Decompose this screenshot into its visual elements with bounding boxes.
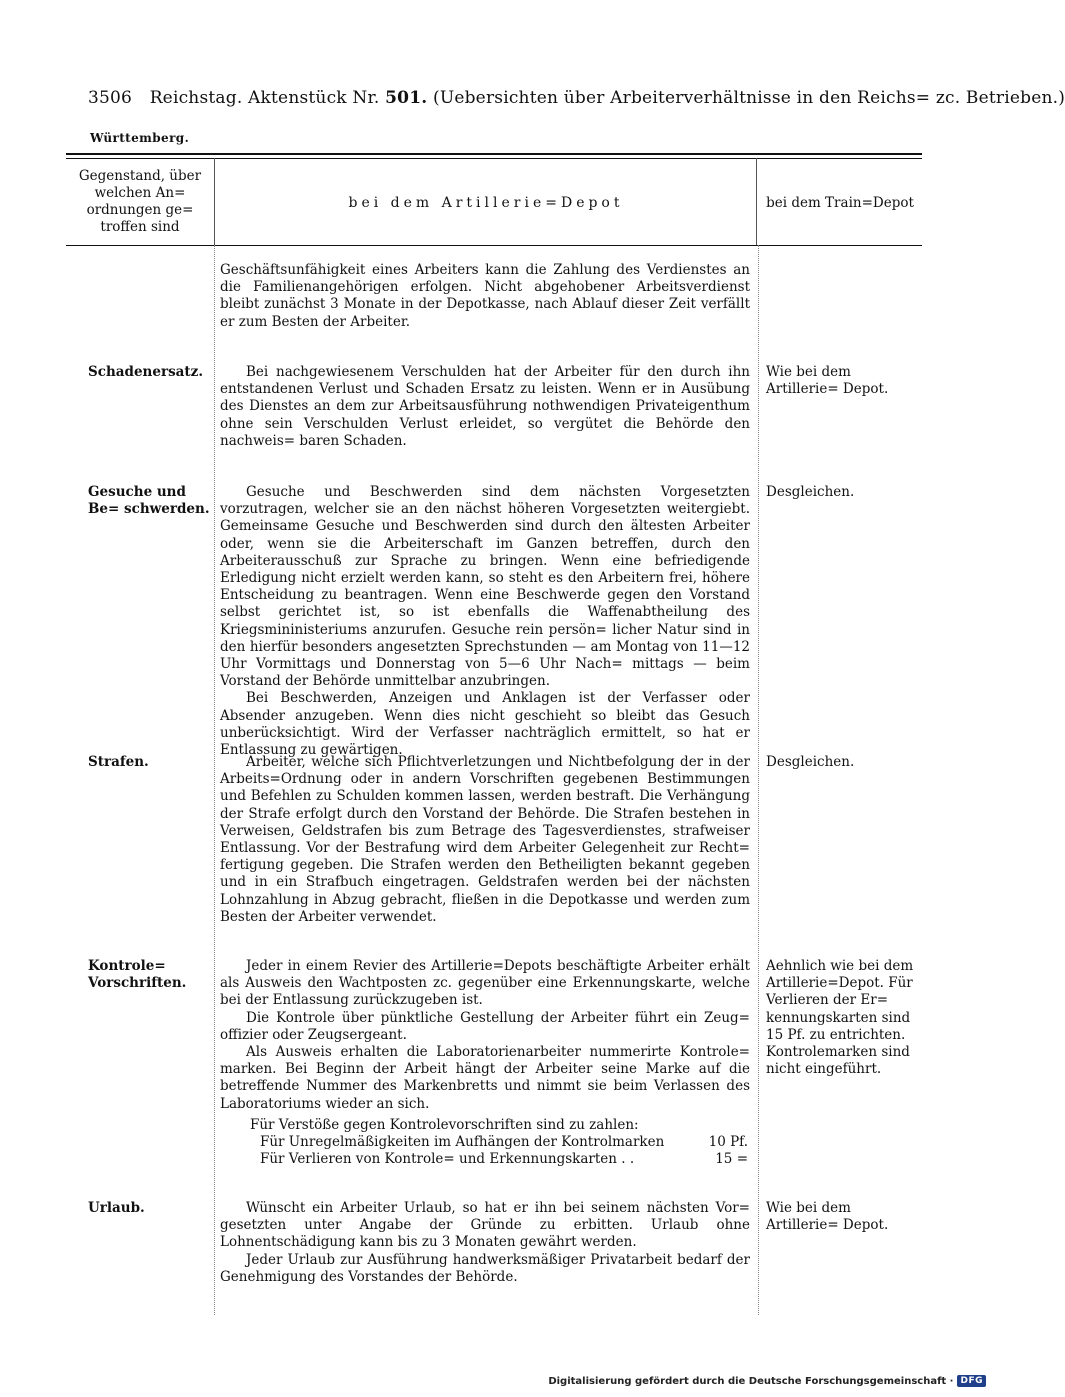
paragraph: Die Kontrole über pünktliche Gestellung der Arbeiter führt ein Zeug= offizier oder Zeugsergeant. — [220, 1009, 750, 1043]
row-main-text — [220, 262, 750, 331]
row-train-depot-text: Aehnlich wie bei dem Artillerie=Depot. Für Verlieren der Er= kennungskarten sind 15 Pf. zu entrichten. Kontrolemarken sind nicht eingeführt. — [766, 958, 914, 1078]
row-main-text — [220, 1200, 750, 1286]
column-divider-dotted — [758, 245, 759, 1315]
fine-label: Für Unregelmäßigkeiten im Aufhängen der Kontrolmarken — [260, 1134, 665, 1151]
row-main-text — [220, 484, 750, 759]
paragraph: Gesuche und Beschwerden sind dem nächsten Vorgesetzten vorzutragen, welcher sie an den nächst höheren Vorgesetzten weitergiebt. Gemeinsame Gesuche und Beschwerden sind durch den ältesten Arbeiter oder, wenn sie die Arbeiterschaft im Ganzen betreffen, durch den Arbeiterausschuß zur Sprache zu bringen. Wenn eine befriedigende Erledigung nicht erzielt werden kann, so steht es den Arbeitern frei, höhere Entscheidung zu beantragen. Wenn eine Beschwerde gegen den Vorstand selbst gerichtet ist, so ist ebenfalls die Waffenabtheilung des Kriegsmininisteriums anzurufen. Gesuche rein persön= licher Natur sind in den hierfür besonders angesetzten Sprechstunden — am Montag von 11—12 Uhr Vormittags und Donnerstag von 5—6 Uhr Nach= mittags — beim Vorstand der Behörde unmittelbar anzubringen. — [220, 484, 750, 690]
row-subject: Kontrole= Vorschriften. — [88, 958, 187, 991]
row-train-depot-text: Desgleichen. — [766, 484, 855, 500]
fine-amount: 15 = — [715, 1151, 748, 1168]
fines-lead: Für Verstöße gegen Kontrolevorschriften sind zu zahlen: — [250, 1116, 639, 1133]
document-number: 501. — [385, 88, 428, 108]
row-subject: Urlaub. — [88, 1200, 145, 1216]
page-number: 3506 — [88, 88, 133, 108]
column-divider-dotted — [214, 245, 215, 1315]
fine-item — [260, 1151, 750, 1168]
publication-name: Reichstag. — [149, 88, 243, 108]
row-train-depot-text: Wie bei dem Artillerie= Depot. — [766, 364, 889, 398]
digitization-credit — [548, 1375, 986, 1387]
column-header-subject: Gegenstand, über welchen An= ordnungen ge= troffen sind — [78, 168, 202, 235]
column-divider — [214, 158, 215, 245]
row-main-text — [220, 364, 750, 450]
document-subtitle: (Uebersichten über Arbeiterverhältnisse in den Reichs= zc. Betrieben.) — [432, 88, 1065, 108]
dfg-logo: DFG — [957, 1375, 986, 1387]
column-divider — [756, 158, 757, 245]
table-top-rule — [66, 153, 922, 155]
paragraph: Geschäftsunfähigkeit eines Arbeiters kann die Zahlung des Verdienstes an die Familienangehörigen erfolgen. Nicht abgehobener Arbeitsverdienst bleibt zunächst 3 Monate in der Depotkasse, nach Ablauf dieser Zeit verfällt er zum Besten der Arbeiter. — [220, 262, 750, 330]
paragraph: Bei Beschwerden, Anzeigen und Anklagen ist der Verfasser oder Absender anzugeben. Wenn dies nicht geschieht so bleibt das Gesuch unberücksichtigt. Wird der Verfasser nachträglich ermittelt, so hat er Entlassung zu gewärtigen. — [220, 690, 750, 759]
fines-list — [220, 1117, 750, 1169]
paragraph: Jeder in einem Revier des Artillerie=Depots beschäftigte Arbeiter erhält als Ausweis den Wachtposten zc. gegenüber eine Erkennungskarte, welche bei der Entlassung zurückzugeben ist. — [220, 958, 750, 1009]
fine-amount: 10 Pf. — [708, 1134, 748, 1151]
row-train-depot-text: Desgleichen. — [766, 754, 855, 770]
credit-text: Digitalisierung gefördert durch die Deutsche Forschungsgemeinschaft · — [548, 1375, 954, 1387]
row-subject: Gesuche und Be= schwerden. — [88, 484, 210, 517]
paragraph: Arbeiter, welche sich Pflichtverletzungen und Nichtbefolgung der in der Arbeits=Ordnung oder in andern Vorschriften gegebenen Bestimmungen und Befehlen zu Schulden kommen lassen, werden bestraft. Die Verhängung der Strafe erfolgt durch den Vorstand der Behörde. Die Strafen bestehen in Verweisen, Geldstrafen bis zum Betrage des Tagesverdienstes, strafweiser Entlassung. Vor der Bestrafung wird dem Arbeiter Gelegenheit zur Recht= fertigung gegeben. Die Strafen werden den Betheiligten bekannt gegeben und in ein Strafbuch eingetragen. Geldstrafen werden bei der nächsten Lohnzahlung in Abzug gebracht, fließen in die Depotkasse und werden zum Besten der Arbeiter verwendet. — [220, 754, 750, 925]
paragraph: Wünscht ein Arbeiter Urlaub, so hat er ihn bei seinem nächsten Vor= gesetzten unter Angabe der Gründe zu erbitten. Urlaub ohne Lohnentschädigung kann bis zu 3 Monaten gewährt werden. — [220, 1200, 750, 1251]
row-main-text — [220, 754, 750, 926]
paragraph: Bei nachgewiesenem Verschulden hat der Arbeiter für den durch ihn entstandenen Verlust und Schaden Ersatz zu leisten. Wenn er in Ausübung des Dienstes an dem zur Arbeitsausführung nothwendigen Privateigenthum ohne sein Verschulden Verlust erleidet, so vergütet die Behörde den nachweis= baren Schaden. — [220, 364, 750, 449]
table-header-rule — [66, 245, 922, 246]
row-main-text — [220, 958, 750, 1168]
fine-label: Für Verlieren von Kontrole= und Erkennungskarten . . — [260, 1151, 635, 1168]
row-subject: Strafen. — [88, 754, 149, 770]
column-header-artillery-depot: bei dem Artillerie=Depot — [348, 195, 624, 211]
fine-item — [260, 1134, 750, 1151]
row-subject: Schadenersatz. — [88, 364, 204, 380]
table-top-rule-thin — [66, 158, 922, 159]
row-train-depot-text: Wie bei dem Artillerie= Depot. — [766, 1200, 889, 1234]
region-label: Württemberg. — [90, 131, 190, 145]
document-prefix: Aktenstück Nr. — [248, 88, 380, 108]
column-header-train-depot: bei dem Train=Depot — [766, 195, 914, 211]
page-header — [88, 88, 1065, 108]
paragraph: Als Ausweis erhalten die Laboratorienarbeiter nummerirte Kontrole= marken. Bei Beginn der Arbeit hängt der Arbeiter seine Marke auf die betreffende Nummer des Markenbretts und nimmt sie beim Verlassen des Laboratoriums wieder an sich. — [220, 1044, 750, 1112]
paragraph: Jeder Urlaub zur Ausführung handwerksmäßiger Privatarbeit bedarf der Genehmigung des Vorstandes der Behörde. — [220, 1251, 750, 1285]
